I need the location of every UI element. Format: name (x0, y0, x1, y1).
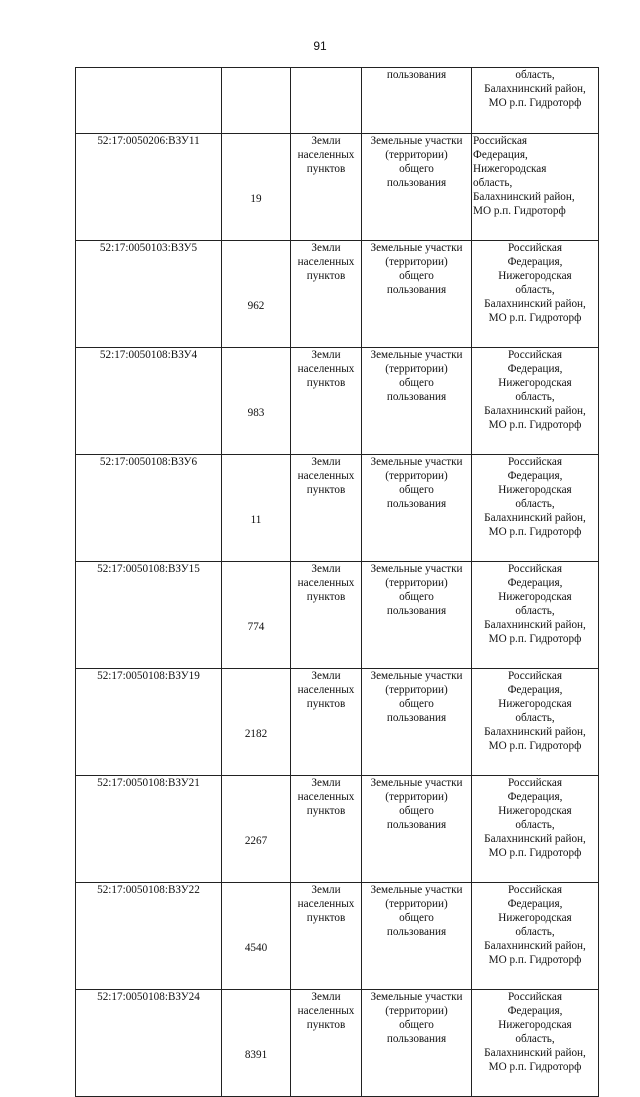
location-line: Федерация, (473, 148, 528, 161)
location-line: Нижегородская (498, 269, 572, 282)
area-value: 983 (247, 406, 265, 419)
location-line: МО р.п. Гидроторф (473, 204, 566, 217)
location-line: область, (515, 497, 555, 510)
use-line: пользования (386, 69, 447, 81)
category-cell (291, 669, 362, 776)
location-line: область, (515, 711, 555, 724)
use-line: общего (399, 376, 434, 389)
location-line: МО р.п. Гидроторф (488, 311, 582, 324)
location-line: Балахнинский район, (484, 618, 586, 631)
location-line: МО р.п. Гидроторф (488, 525, 582, 538)
location-line: область, (515, 283, 555, 296)
category-line: Земли (311, 991, 341, 1003)
location-line: Нижегородская (498, 911, 572, 924)
use-line: общего (399, 590, 434, 603)
category-line: пунктов (306, 804, 346, 817)
location-line: Балахнинский район, (484, 511, 586, 524)
use-line: пользования (386, 1032, 447, 1045)
location-line: Российская (507, 349, 563, 361)
use-line: (территории) (385, 1004, 448, 1017)
use-line: общего (399, 1018, 434, 1031)
cadastral-number-cell (76, 990, 222, 1097)
category-line: населенных (297, 683, 355, 696)
use-line: (территории) (385, 790, 448, 803)
category-line: населенных (297, 148, 355, 161)
category-line: пунктов (306, 1018, 346, 1031)
category-line: населенных (297, 576, 355, 589)
use-line: Земельные участки (370, 349, 463, 361)
use-line: (территории) (385, 576, 448, 589)
location-line: Федерация, (507, 790, 563, 803)
location-cell (472, 990, 599, 1097)
cadastral-number: 52:17:0050108:ВЗУ4 (99, 349, 198, 361)
category-line: Земли (311, 456, 341, 468)
area-value: 4540 (244, 941, 268, 954)
category-cell (291, 348, 362, 455)
use-line: общего (399, 483, 434, 496)
location-line: Федерация, (507, 576, 563, 589)
cadastral-number: 52:17:0050108:ВЗУ21 (97, 777, 200, 789)
location-line: Балахнинский район, (484, 297, 586, 310)
location-line: область, (515, 818, 555, 831)
category-line: населенных (297, 790, 355, 803)
use-line: Земельные участки (370, 884, 463, 896)
use-line: пользования (386, 283, 447, 296)
location-line: Российская (507, 777, 563, 789)
table-row (76, 883, 599, 990)
location-line: Федерация, (507, 1004, 563, 1017)
use-line: общего (399, 269, 434, 282)
category-line: пунктов (306, 269, 346, 282)
category-line: населенных (297, 897, 355, 910)
use-line: (территории) (385, 897, 448, 910)
location-line: Балахнинский район, (484, 725, 586, 738)
location-line: Балахнинский район, (484, 82, 586, 95)
location-line: Балахнинский район, (484, 939, 586, 952)
location-line: Нижегородская (498, 483, 572, 496)
location-line: МО р.п. Гидроторф (488, 1060, 582, 1073)
location-cell (472, 883, 599, 990)
use-cell (362, 990, 472, 1097)
location-line: МО р.п. Гидроторф (488, 96, 582, 109)
cadastral-number-cell (76, 562, 222, 669)
area-value: 11 (250, 513, 262, 526)
location-line: Федерация, (507, 683, 563, 696)
use-line: пользования (386, 390, 447, 403)
cadastral-number-cell (76, 455, 222, 562)
cadastral-number: 52:17:0050103:ВЗУ5 (99, 242, 198, 254)
location-line: Российская (507, 884, 563, 896)
use-line: общего (399, 804, 434, 817)
table-row (76, 455, 599, 562)
location-cell (472, 455, 599, 562)
area-value: 8391 (244, 1048, 268, 1061)
location-line: МО р.п. Гидроторф (488, 632, 582, 645)
use-line: пользования (386, 176, 447, 189)
area-cell (222, 990, 291, 1097)
land-plots-table (75, 67, 599, 1097)
cadastral-number: 52:17:0050108:ВЗУ24 (97, 991, 200, 1003)
use-line: общего (399, 162, 434, 175)
cadastral-number-cell (76, 669, 222, 776)
location-cell (472, 669, 599, 776)
location-cell (472, 68, 599, 134)
category-line: пунктов (306, 697, 346, 710)
area-value: 2267 (244, 834, 268, 847)
location-line: Нижегородская (498, 376, 572, 389)
use-cell (362, 348, 472, 455)
use-line: (территории) (385, 683, 448, 696)
use-cell (362, 883, 472, 990)
category-line: пунктов (306, 376, 346, 389)
use-line: Земельные участки (370, 563, 463, 575)
category-cell (291, 241, 362, 348)
area-cell (222, 134, 291, 241)
location-line: Федерация, (507, 897, 563, 910)
cadastral-number: 52:17:0050206:ВЗУ11 (97, 135, 200, 147)
use-line: (территории) (385, 362, 448, 375)
category-line: пунктов (306, 911, 346, 924)
location-cell (472, 562, 599, 669)
location-line: МО р.п. Гидроторф (488, 846, 582, 859)
location-line: область, (473, 176, 513, 189)
area-value: 19 (250, 192, 262, 205)
category-cell (291, 883, 362, 990)
use-line: пользования (386, 497, 447, 510)
use-line: Земельные участки (370, 777, 463, 789)
use-cell (362, 562, 472, 669)
cadastral-number: 52:17:0050108:ВЗУ15 (97, 563, 200, 575)
use-line: Земельные участки (370, 670, 463, 682)
category-line: Земли (311, 242, 341, 254)
category-line: пунктов (306, 162, 346, 175)
table-row (76, 134, 599, 241)
category-cell (291, 68, 362, 134)
table-row (76, 776, 599, 883)
location-cell (472, 134, 599, 241)
cadastral-number-cell (76, 241, 222, 348)
cadastral-number-cell (76, 348, 222, 455)
location-line: Федерация, (507, 255, 563, 268)
use-line: (территории) (385, 469, 448, 482)
use-cell (362, 776, 472, 883)
category-line: Земли (311, 563, 341, 575)
table-row (76, 669, 599, 776)
category-line: Земли (311, 349, 341, 361)
category-line: населенных (297, 255, 355, 268)
location-line: МО р.п. Гидроторф (488, 739, 582, 752)
cadastral-number-cell (76, 134, 222, 241)
area-value: 2182 (244, 727, 268, 740)
table-row (76, 562, 599, 669)
table-body (76, 68, 599, 1097)
use-line: пользования (386, 711, 447, 724)
area-cell (222, 562, 291, 669)
cadastral-cell (76, 68, 222, 134)
location-line: Балахнинский район, (473, 190, 575, 203)
use-cell (362, 669, 472, 776)
category-line: пунктов (306, 590, 346, 603)
category-line: населенных (297, 362, 355, 375)
location-line: Нижегородская (498, 1018, 572, 1031)
category-line: Земли (311, 884, 341, 896)
category-line: населенных (297, 469, 355, 482)
location-line: Российская (507, 991, 563, 1003)
category-line: населенных (297, 1004, 355, 1017)
use-line: пользования (386, 818, 447, 831)
use-line: Земельные участки (370, 456, 463, 468)
use-line: Земельные участки (370, 991, 463, 1003)
use-line: (территории) (385, 148, 448, 161)
cadastral-number: 52:17:0050108:ВЗУ22 (97, 884, 200, 896)
location-line: МО р.п. Гидроторф (488, 418, 582, 431)
location-line: Российская (507, 563, 563, 575)
use-line: общего (399, 697, 434, 710)
location-line: Российская (507, 242, 563, 254)
category-cell (291, 134, 362, 241)
location-line: Российская (507, 670, 563, 682)
area-value: 774 (247, 620, 265, 633)
use-line: пользования (386, 925, 447, 938)
use-cell (362, 455, 472, 562)
area-cell (222, 669, 291, 776)
location-line: Нижегородская (498, 697, 572, 710)
location-line: Нижегородская (498, 590, 572, 603)
table-row-continued (76, 68, 599, 134)
area-cell (222, 776, 291, 883)
area-cell (222, 68, 291, 134)
page-number: 91 (313, 39, 327, 53)
category-cell (291, 562, 362, 669)
area-cell (222, 241, 291, 348)
category-line: Земли (311, 670, 341, 682)
area-cell (222, 883, 291, 990)
cadastral-number-cell (76, 883, 222, 990)
use-cell (362, 241, 472, 348)
category-line: Земли (311, 135, 341, 147)
use-line: Земельные участки (370, 242, 463, 254)
category-line: пунктов (306, 483, 346, 496)
location-line: Российская (473, 135, 528, 147)
location-line: Балахнинский район, (484, 1046, 586, 1059)
use-line: (территории) (385, 255, 448, 268)
location-line: область, (515, 1032, 555, 1045)
use-cell (362, 68, 472, 134)
use-line: общего (399, 911, 434, 924)
category-line: Земли (311, 777, 341, 789)
table-row (76, 348, 599, 455)
location-line: Нижегородская (498, 804, 572, 817)
use-line: Земельные участки (370, 135, 463, 147)
location-cell (472, 776, 599, 883)
table-row (76, 241, 599, 348)
location-line: МО р.п. Гидроторф (488, 953, 582, 966)
location-line: Балахнинский район, (484, 832, 586, 845)
location-cell (472, 241, 599, 348)
area-cell (222, 455, 291, 562)
location-cell (472, 348, 599, 455)
area-cell (222, 348, 291, 455)
category-cell (291, 455, 362, 562)
location-line: Российская (507, 456, 563, 468)
category-cell (291, 990, 362, 1097)
table-row (76, 990, 599, 1097)
cadastral-number: 52:17:0050108:ВЗУ6 (99, 456, 198, 468)
use-cell (362, 134, 472, 241)
location-line: Федерация, (507, 469, 563, 482)
location-line: область, (515, 925, 555, 938)
area-value: 962 (247, 299, 265, 312)
location-line: Балахнинский район, (484, 404, 586, 417)
use-line: пользования (386, 604, 447, 617)
location-line: область, (515, 69, 555, 81)
cadastral-number: 52:17:0050108:ВЗУ19 (97, 670, 200, 682)
category-cell (291, 776, 362, 883)
cadastral-number-cell (76, 776, 222, 883)
location-line: область, (515, 390, 555, 403)
location-line: Федерация, (507, 362, 563, 375)
location-line: Нижегородская (473, 162, 547, 175)
location-line: область, (515, 604, 555, 617)
